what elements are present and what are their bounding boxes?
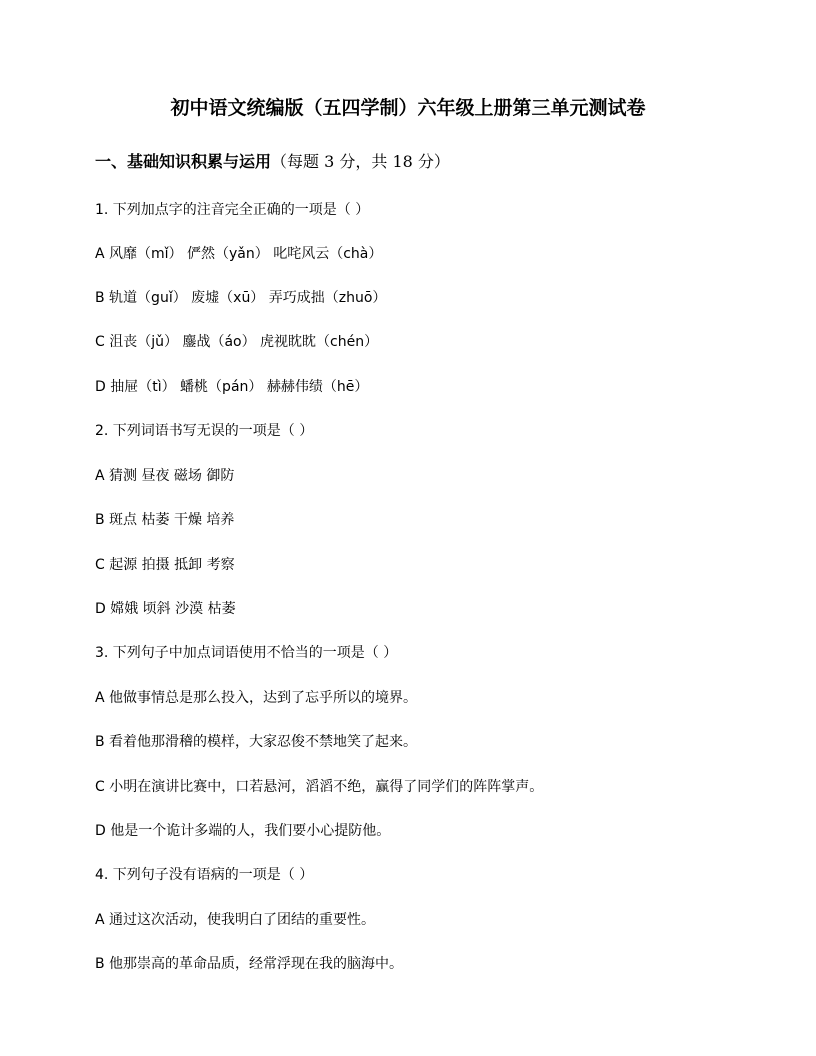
question-1-option-c: C 沮丧（jǔ） 鏖战（áo） 虎视眈眈（chén） <box>95 334 379 350</box>
section-heading <box>95 149 450 175</box>
question-2-option-c: C 起源 拍摄 抵卸 考察 <box>95 557 235 573</box>
question-2-stem: 2. 下列词语书写无误的一项是（ ） <box>95 423 314 439</box>
question-2-option-a: A 猜测 昼夜 磁场 御防 <box>95 468 235 484</box>
question-1-option-d: D 抽屉（tì） 蟠桃（pán） 赫赫伟绩（hē） <box>95 379 369 395</box>
question-3-option-a: A 他做事情总是那么投入，达到了忘乎所以的境界。 <box>95 690 418 706</box>
question-4-option-b: B 他那崇高的革命品质，经常浮现在我的脑海中。 <box>95 956 404 972</box>
question-1-stem: 1. 下列加点字的注音完全正确的一项是（ ） <box>95 202 370 218</box>
question-2-option-d: D 嫦娥 顷斜 沙漠 枯萎 <box>95 601 236 617</box>
question-3-stem: 3. 下列句子中加点词语使用不恰当的一项是（ ） <box>95 645 398 661</box>
document-title: 初中语文统编版（五四学制）六年级上册第三单元测试卷 <box>170 97 646 119</box>
question-1-option-b: B 轨道（guǐ） 废墟（xū） 弄巧成拙（zhuō） <box>95 290 387 306</box>
question-3-option-c: C 小明在演讲比赛中，口若悬河，滔滔不绝，赢得了同学们的阵阵掌声。 <box>95 779 544 795</box>
section-score-note: （每题 3 分，共 18 分） <box>271 152 450 171</box>
question-3-option-d: D 他是一个诡计多端的人，我们要小心提防他。 <box>95 823 391 839</box>
question-4-stem: 4. 下列句子没有语病的一项是（ ） <box>95 867 314 883</box>
question-2-option-b: B 斑点 枯萎 干燥 培养 <box>95 512 235 528</box>
question-1-option-a: A 风靡（mǐ） 俨然（yǎn） 叱咤风云（chà） <box>95 246 383 262</box>
section-heading-text: 一、基础知识积累与运用 <box>95 152 272 171</box>
question-4-option-a: A 通过这次活动，使我明白了团结的重要性。 <box>95 912 376 928</box>
question-3-option-b: B 看着他那滑稽的模样，大家忍俊不禁地笑了起来。 <box>95 734 418 750</box>
